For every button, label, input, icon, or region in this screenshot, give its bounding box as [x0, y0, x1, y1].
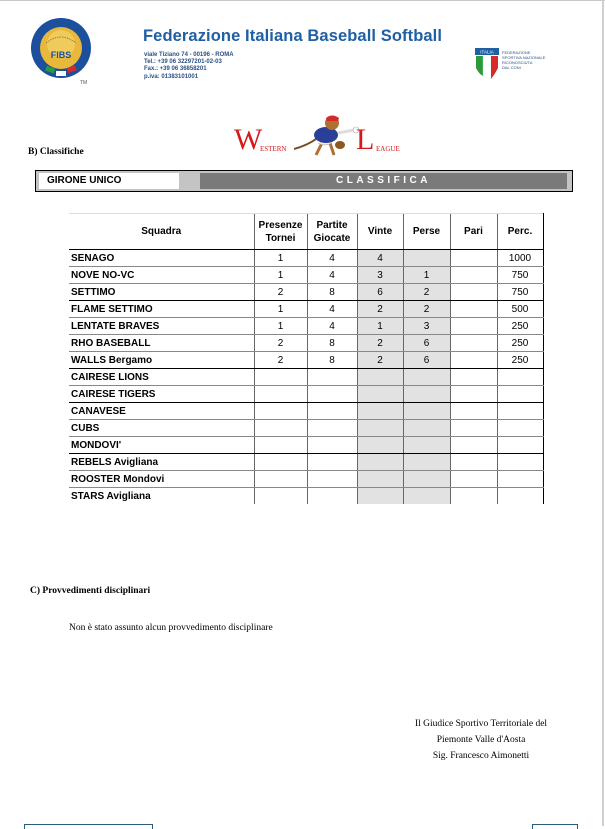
partite-cell: 4 [307, 301, 357, 318]
partite-cell: 4 [307, 267, 357, 284]
table-row [69, 267, 543, 284]
federation-address [144, 52, 234, 81]
partite-cell: 4 [307, 250, 357, 267]
vinte-cell [357, 471, 403, 488]
perse-cell [403, 471, 450, 488]
pari-cell [450, 335, 497, 352]
vinte-cell: 2 [357, 301, 403, 318]
column-header-perc: Perc. [497, 214, 543, 250]
team-name: NOVE NO-VC [69, 267, 254, 284]
footer-box-left [24, 824, 153, 829]
partite-cell: 8 [307, 335, 357, 352]
section-c-title: C) Provvedimenti disciplinari [30, 586, 151, 596]
standings-table [69, 213, 544, 504]
perse-cell: 6 [403, 352, 450, 369]
pari-cell [450, 301, 497, 318]
perc-cell: 750 [497, 267, 543, 284]
team-name: RHO BASEBALL [69, 335, 254, 352]
perse-cell: 2 [403, 301, 450, 318]
presenze-cell [254, 454, 307, 471]
table-row [69, 488, 543, 505]
table-row [69, 403, 543, 420]
pari-cell [450, 352, 497, 369]
italia-shield-icon [475, 48, 499, 80]
column-header-vinte: Vinte [357, 214, 403, 250]
pari-cell [450, 318, 497, 335]
table-row [69, 437, 543, 454]
coni-line: FEDERAZIONE [502, 50, 531, 55]
table-row [69, 318, 543, 335]
table-row [69, 284, 543, 301]
partite-cell [307, 454, 357, 471]
presenze-cell: 2 [254, 335, 307, 352]
western-league-logo [234, 113, 409, 158]
presenze-cell [254, 369, 307, 386]
vinte-cell: 2 [357, 335, 403, 352]
presenze-cell [254, 420, 307, 437]
perc-cell [497, 386, 543, 403]
perse-cell [403, 488, 450, 505]
team-name: CAIRESE TIGERS [69, 386, 254, 403]
footer-box-right [532, 824, 578, 829]
column-header-squadra: Squadra [69, 214, 254, 250]
coni-line: SPORTIVA NAZIONALE [502, 55, 546, 60]
signature-line-name: Sig. Francesco Aimonetti [432, 751, 530, 761]
team-name: SENAGO [69, 250, 254, 267]
partite-cell [307, 403, 357, 420]
presenze-cell: 2 [254, 352, 307, 369]
perse-cell: 2 [403, 284, 450, 301]
coni-text [502, 50, 545, 70]
partite-cell [307, 471, 357, 488]
logo-word-estern: ESTERN [260, 145, 287, 153]
pari-cell [450, 437, 497, 454]
pari-cell [450, 386, 497, 403]
team-name: CUBS [69, 420, 254, 437]
column-header-pari: Pari [450, 214, 497, 250]
perse-cell [403, 250, 450, 267]
partite-cell [307, 437, 357, 454]
partite-cell [307, 420, 357, 437]
vat-line: p.iva: 01383101001 [144, 73, 199, 80]
partite-cell [307, 386, 357, 403]
section-b-title: B) Classifiche [28, 147, 84, 157]
girone-bar [35, 170, 573, 192]
pari-cell [450, 250, 497, 267]
table-row [69, 420, 543, 437]
girone-name: GIRONE UNICO [39, 173, 179, 189]
fibs-logo-text: FIBS [50, 50, 72, 60]
vinte-cell: 3 [357, 267, 403, 284]
column-header-perse: Perse [403, 214, 450, 250]
team-name: ROOSTER Mondovi [69, 471, 254, 488]
logo-word-eague: EAGUE [376, 145, 400, 153]
address-line: viale Tiziano 74 - 00196 - ROMA [144, 52, 234, 58]
partite-cell: 4 [307, 318, 357, 335]
partite-cell: 8 [307, 284, 357, 301]
logo-letter-w: W [234, 123, 263, 156]
table-row [69, 454, 543, 471]
pari-cell [450, 420, 497, 437]
perc-cell: 500 [497, 301, 543, 318]
coni-line: RICONOSCIUTA [502, 60, 533, 65]
column-header-partite: Partite Giocate [307, 214, 357, 250]
vinte-cell [357, 369, 403, 386]
vinte-cell [357, 454, 403, 471]
presenze-cell [254, 403, 307, 420]
perc-cell [497, 488, 543, 505]
team-name: SETTIMO [69, 284, 254, 301]
pari-cell [450, 488, 497, 505]
vinte-cell [357, 386, 403, 403]
perse-cell [403, 386, 450, 403]
phone-line: Tel.: +39 06 32297201-02-03 [144, 59, 222, 66]
vinte-cell: 6 [357, 284, 403, 301]
team-name: CANAVESE [69, 403, 254, 420]
perse-cell: 3 [403, 318, 450, 335]
vinte-cell [357, 437, 403, 454]
perc-cell: 250 [497, 318, 543, 335]
table-row [69, 471, 543, 488]
signature-line-title: Il Giudice Sportivo Territoriale del [414, 719, 548, 729]
signature-line-region: Piemonte Valle d'Aosta [436, 735, 526, 745]
presenze-cell [254, 437, 307, 454]
team-name: REBELS Avigliana [69, 454, 254, 471]
perse-cell: 1 [403, 267, 450, 284]
presenze-cell: 1 [254, 301, 307, 318]
team-name: WALLS Bergamo [69, 352, 254, 369]
vinte-cell: 4 [357, 250, 403, 267]
vinte-cell: 2 [357, 352, 403, 369]
presenze-cell: 2 [254, 284, 307, 301]
perc-cell: 250 [497, 352, 543, 369]
mascot-icon [294, 113, 362, 158]
signature-block [400, 716, 562, 764]
presenze-cell: 1 [254, 318, 307, 335]
team-name: FLAME SETTIMO [69, 301, 254, 318]
pari-cell [450, 284, 497, 301]
classifica-label: CLASSIFICA [200, 173, 567, 189]
pari-cell [450, 454, 497, 471]
perse-cell: 6 [403, 335, 450, 352]
disciplinary-text: Non è stato assunto alcun provvedimento disciplinare [69, 623, 273, 633]
partite-cell [307, 369, 357, 386]
table-row [69, 369, 543, 386]
perc-cell: 750 [497, 284, 543, 301]
logo-letter-l: L [356, 123, 375, 156]
table-row [69, 386, 543, 403]
pari-cell [450, 403, 497, 420]
coni-line: DAL CONI [502, 65, 521, 70]
team-name: LENTATE BRAVES [69, 318, 254, 335]
presenze-cell [254, 471, 307, 488]
perse-cell [403, 369, 450, 386]
perc-cell [497, 420, 543, 437]
pari-cell [450, 369, 497, 386]
perc-cell [497, 437, 543, 454]
team-name: STARS Avigliana [71, 490, 151, 502]
partite-cell: 8 [307, 352, 357, 369]
column-header-presenze: Presenze Tornei [254, 214, 307, 250]
perse-cell [403, 454, 450, 471]
page-scrollbar[interactable] [602, 0, 604, 826]
presenze-cell [254, 386, 307, 403]
table-row [69, 250, 543, 267]
perc-cell: 1000 [497, 250, 543, 267]
federation-title: Federazione Italiana Baseball Softball [143, 27, 443, 45]
team-name: MONDOVI' [69, 437, 254, 454]
trademark-mark: TM [80, 80, 88, 86]
presenze-cell: 1 [254, 250, 307, 267]
vinte-cell [357, 420, 403, 437]
fax-line: Fax.: +39 06 36858201 [144, 66, 207, 73]
table-row [69, 301, 543, 318]
perc-cell [497, 369, 543, 386]
partite-cell [307, 488, 357, 505]
vinte-cell [357, 403, 403, 420]
presenze-cell [254, 488, 307, 505]
perc-cell [497, 403, 543, 420]
presenze-cell: 1 [254, 267, 307, 284]
perse-cell [403, 437, 450, 454]
italia-shield-label: ITALIA [480, 49, 494, 55]
fibs-logo [30, 17, 92, 79]
perse-cell [403, 403, 450, 420]
pari-cell [450, 471, 497, 488]
table-row [69, 352, 543, 369]
page-frame-top [0, 0, 605, 1]
vinte-cell: 1 [357, 318, 403, 335]
pari-cell [450, 267, 497, 284]
perc-cell: 250 [497, 335, 543, 352]
vinte-cell [357, 488, 403, 505]
perc-cell [497, 471, 543, 488]
standings-header-row [69, 214, 543, 250]
team-name: CAIRESE LIONS [69, 369, 254, 386]
table-row [69, 335, 543, 352]
perc-cell [497, 454, 543, 471]
perse-cell [403, 420, 450, 437]
